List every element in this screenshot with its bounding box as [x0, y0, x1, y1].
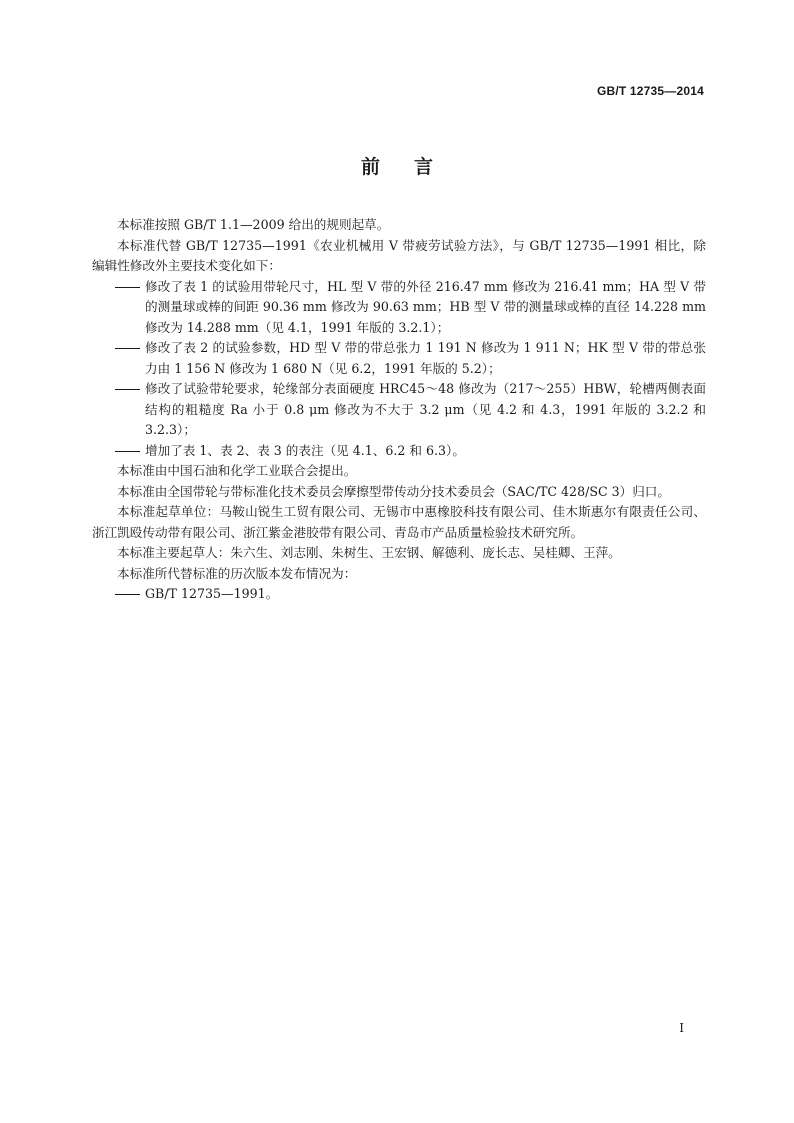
dash-mark: [115, 348, 140, 349]
paragraph-committee: 本标准由全国带轮与带标准化技术委员会摩擦型带传动分技术委员会（SAC/TC 428/SC 3）归口。: [117, 483, 670, 499]
dash-mark: [115, 287, 140, 288]
change-item-text: 增加了表 1、表 2、表 3 的表注（见 4.1、6.2 和 6.3）。: [145, 442, 465, 458]
dash-mark: [115, 594, 140, 595]
change-item: [92, 277, 706, 339]
dash-mark: [115, 389, 140, 390]
change-item: [92, 441, 706, 462]
change-item: [92, 379, 706, 441]
paragraph-proposer: 本标准由中国石油和化学工业联合会提出。: [117, 463, 357, 478]
change-item-text: 修改了表 1 的试验用带轮尺寸，HL 型 V 带的外径 216.47 mm 修改为 216.41 mm；HA 型 V 带的测量球或棒的间距 90.36 mm 修改为 90.63 mm；HB 型 V 带的测量球或棒的直径 14.228 mm 修改为 14.288 mm（见 4.1，1991 年版的 3.2.1）；: [145, 278, 706, 335]
change-item-text: 修改了试验带轮要求，轮缘部分表面硬度 HRC45～48 修改为（217～255）HBW，轮槽两侧表面结构的粗糙度 Ra 小于 0.8 μm 修改为不大于 3.2 μm（见 4.2 和 4.3，1991 年版的 3.2.2 和 3.2.3）；: [145, 381, 706, 437]
change-item-text: 修改了表 2 的试验参数，HD 型 V 带的带总张力 1 191 N 修改为 1 911 N；HK 型 V 带的带总张力由 1 156 N 修改为 1 680 N（见 6.2，1991 年版的 5.2）；: [145, 340, 706, 376]
history-item: [92, 584, 706, 605]
history-item-text: GB/T 12735—1991。: [145, 586, 279, 601]
dash-mark: [115, 451, 140, 452]
change-item: [92, 338, 706, 379]
paragraph-drafters: 本标准主要起草人：朱六生、刘志刚、朱树生、王宏钢、解德利、庞长志、吴桂卿、王萍。: [117, 545, 621, 560]
page-title: 前言: [360, 156, 467, 178]
paragraph-history-intro: 本标准所代替标准的历次版本发布情况为：: [117, 565, 357, 581]
page-number: I: [679, 1021, 684, 1035]
paragraph-replacement: 本标准代替 GB/T 12735—1991《农业机械用 V 带疲劳试验方法》，与 GB/T 12735—1991 相比，除编辑性修改外主要技术变化如下：: [92, 237, 706, 273]
paragraph-drafting-rules: 本标准按照 GB/T 1.1—2009 给出的规则起草。: [117, 217, 390, 232]
standard-code: GB/T 12735—2014: [596, 84, 704, 98]
paragraph-drafting-units: 本标准起草单位：马鞍山锐生工贸有限公司、无锡市中惠橡胶科技有限公司、佳木斯惠尔有限责任公司、浙江凯殴传动带有限公司、浙江紫金港胶带有限公司、青岛市产品质量检验技术研究所。: [92, 504, 706, 540]
foreword-body: [92, 215, 706, 605]
